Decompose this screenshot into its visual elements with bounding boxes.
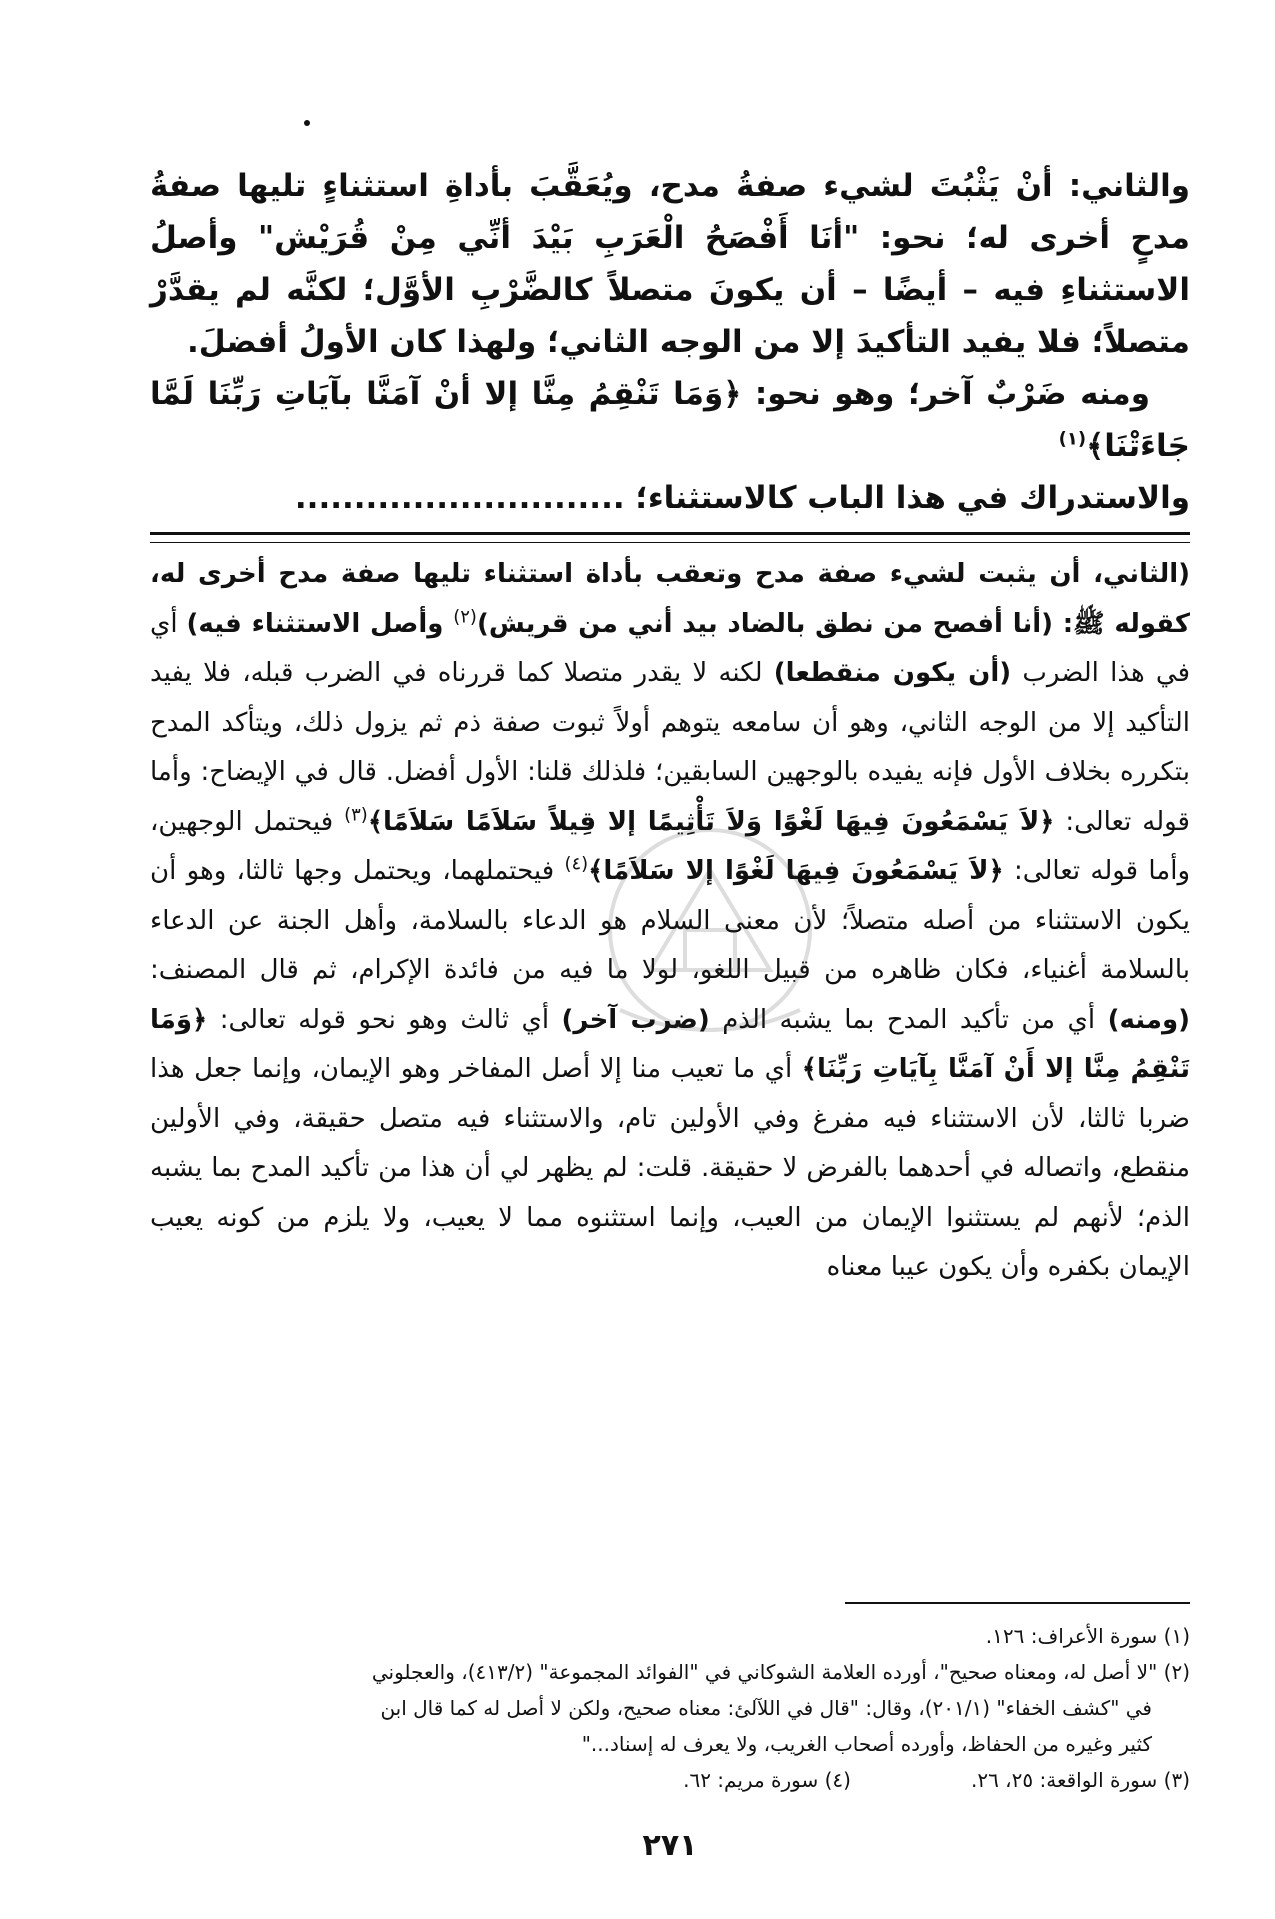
footnote-2-continued: كثير وغيره من الحفاظ، وأورده أصحاب الغريب، ولا يعرف له إسناد..." [581, 1732, 1152, 1756]
footnote-2: (٢) "لا أصل له، ومعناه صحيح"، أورده العلامة الشوكاني في "الفوائد المجموعة" (٤١٣/٢)، والعجلوني [371, 1660, 1190, 1684]
sharh-quote: (أن يكون منقطعا) [773, 658, 1012, 688]
book-page [150, 120, 1190, 1900]
sharh-quran-verse: ﴿لاَ يَسْمَعُونَ فِيهَا لَغْوًا إلا سَلاَمًا﴾ [588, 856, 1004, 886]
sharh-span: فيحتمل الوجهين، وأما قوله تعالى: [150, 806, 1190, 886]
sharh-quran-verse: ﴿وَمَا تَنْقِمُ مِنَّا إلا أَنْ آمَنَّا بِآيَاتِ رَبِّنَا﴾ [150, 1004, 1190, 1084]
library-watermark-icon [560, 820, 860, 1050]
footnote-ref-2: (٢) [453, 605, 477, 627]
footnote-ref-1: (١) [1058, 428, 1087, 450]
footnote-4: (٤) سورة مريم: ٦٢. [683, 1768, 851, 1792]
matn-paragraph-2-text: ومنه ضَرْبٌ آخر؛ وهو نحو: ﴿وَمَا تَنْقِمُ مِنَّا إلا أنْ آمَنَّا بآيَاتِ رَبِّنَا لَمَّا جَاءَتْنَا﴾ [150, 376, 1190, 464]
sharh-quote: (ضرب آخر) [561, 1004, 710, 1035]
double-separator-rule [150, 532, 1190, 543]
sharh-quote: وأصل الاستثناء فيه) [186, 608, 454, 639]
footnote-separator [845, 1602, 1190, 1604]
sharh-quran-verse: ﴿لاَ يَسْمَعُونَ فِيهَا لَغْوًا وَلاَ تَأْثِيمًا إلا قِيلاً سَلاَمًا سَلاَمًا﴾ [367, 806, 1055, 837]
sharh-span: لكنه لا يقدر متصلا كما قررناه في الضرب قبله، فلا يفيد التأكيد إلا من الوجه الثاني، وهو أن سامعه يتوهم أولاً ثبوت صفة ذم ثم يزول ذلك، ويتأكد المدح بتكرره بخلاف الأول فإنه يفيده بالوجهين السابقين؛ فلذلك قلنا: الأول أفضل. قال في الإيضاح: وأما قوله تعالى: [150, 658, 1190, 837]
footnote-ref-3: (٣) [344, 803, 368, 825]
sharh-quote: (ومنه) [1107, 1004, 1190, 1035]
footnote-row [150, 1762, 1190, 1798]
footnote-3: (٣) سورة الواقعة: ٢٥، ٢٦. [970, 1768, 1190, 1792]
footnotes [150, 1618, 1190, 1798]
sharh-span: أي من تأكيد المدح بما يشبه الذم [709, 1004, 1108, 1035]
matn-paragraph-2 [150, 368, 1190, 472]
sharh-span: أي ثالث وهو نحو قوله تعالى: [207, 1004, 562, 1035]
sharh-span: أي في هذا الضرب [150, 608, 1190, 688]
sharh-span: أي ما تعيب منا إلا أصل المفاخر وهو الإيمان، وإنما جعل هذا ضربا ثالثا، لأن الاستثناء فيه مفرغ وفي الأولين تام، والاستثناء فيه متصل حقيقة، وفي الأولين منقطع، واتصاله في أحدهما بالفرض لا حقيقة. قلت: لم يظهر لي أن هذا من تأكيد المدح بما يشبه الذم؛ لأنهم لم يستثنوا الإيمان من العيب، وإنما استثنوه مما لا يعيب، ولا يلزم من كونه يعيب الإيمان بكفره وأن يكون عيبا معناه [150, 1054, 1190, 1282]
footnote-2-continued: في "كشف الخفاء" (٢٠١/١)، وقال: "قال في اللآلئ: معناه صحيح، ولكن لا أصل له كما قال ابن [380, 1696, 1152, 1720]
matn-paragraph-1: والثاني: أنْ يَثْبُتَ لشيء صفةُ مدح، ويُعَقَّبَ بأداةِ استثناءٍ تليها صفةُ مدحٍ أخرى له؛ نحو: "أنَا أَفْصَحُ الْعَرَبِ بَيْدَ أنِّي مِنْ قُرَيْش" وأصلُ الاستثناءِ فيه – أيضًا – أن يكونَ متصلاً كالضَّرْبِ الأوَّل؛ لكنَّه لم يقدَّرْ متصلاً؛ فلا يفيد التأكيدَ إلا من الوجه الثاني؛ ولهذا كان الأولُ أفضلَ. [150, 168, 1190, 360]
page-number: ٢٧١ [642, 1828, 698, 1863]
sharh-span: فيحتملهما، ويحتمل وجها ثالثا، وهو أن يكون الاستثناء من أصله متصلاً؛ لأن معنى السلام هو الدعاء بالسلامة، وأهل الجنة عن الدعاء بالسلامة أغنياء، فكان ظاهره من قبيل اللغو، لولا ما فيه من فائدة الإكرام، ثم قال المصنف: [150, 856, 1190, 985]
matn-text [150, 160, 1190, 524]
sharh-quote: (الثاني، أن يثبت لشيء صفة مدح وتعقب بأداة استثناء تليها صفة مدح أخرى له، كقوله ﷺ: (أنا أفصح من نطق بالضاد بيد أني من قريش) [150, 559, 1190, 639]
ink-dot [304, 120, 310, 126]
footnote-1: (١) سورة الأعراف: ١٢٦. [985, 1624, 1190, 1648]
matn-paragraph-3: والاستدراك في هذا الباب كالاستثناء؛ ............................ [294, 480, 1190, 516]
footnote-ref-4: (٤) [564, 853, 589, 875]
